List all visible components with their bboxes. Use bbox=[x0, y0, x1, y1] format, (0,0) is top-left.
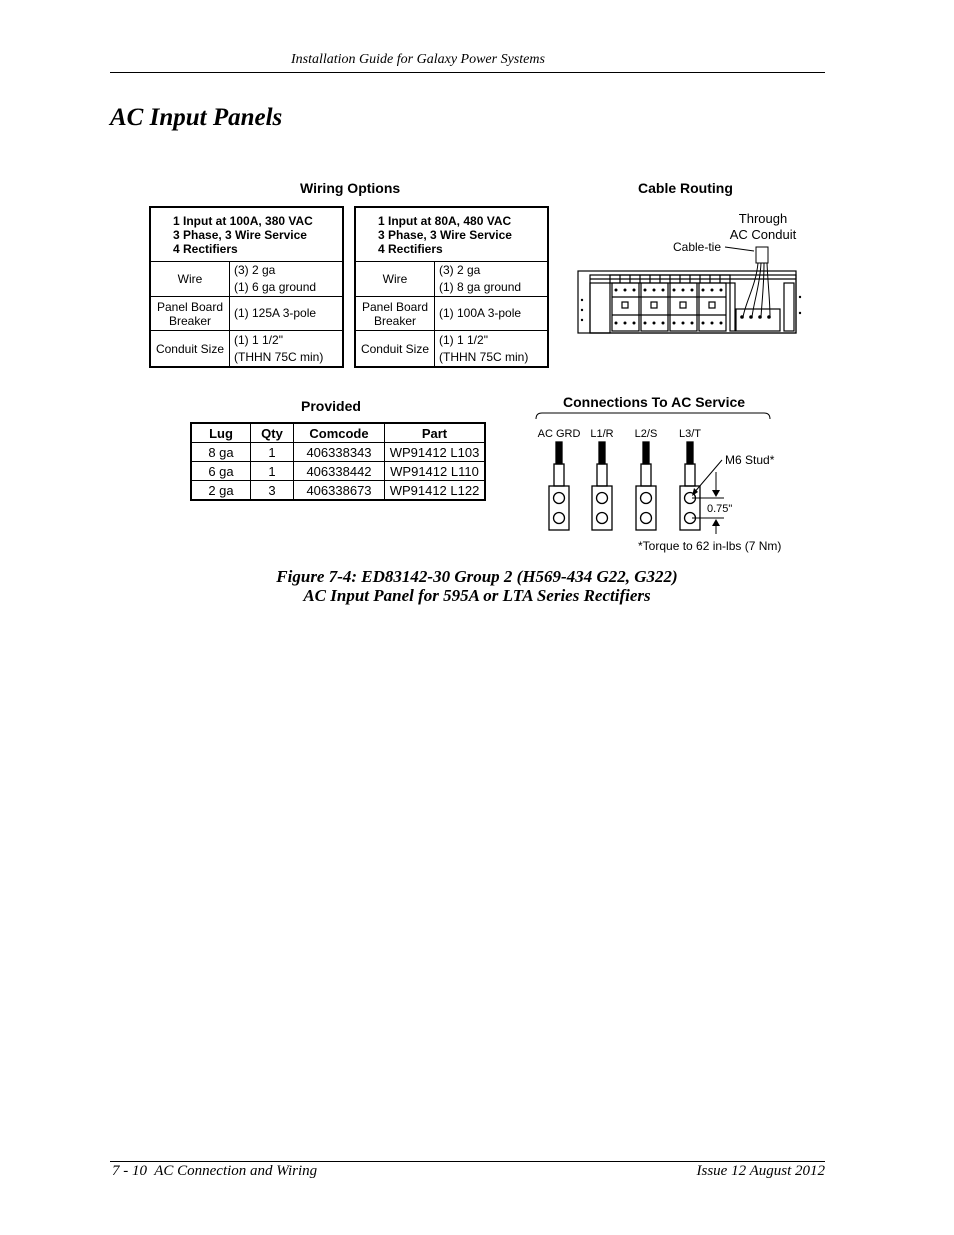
table-row: 2 ga 3 406338673 WP91412 L122 bbox=[192, 481, 485, 500]
breaker-value: (1) 125A 3-pole bbox=[230, 297, 343, 331]
torque-note: *Torque to 62 in-lbs (7 Nm) bbox=[638, 539, 782, 553]
table-row: 6 ga 1 406338442 WP91412 L110 bbox=[192, 462, 485, 481]
breaker-value: (1) 100A 3-pole bbox=[435, 297, 548, 331]
ac-conduit-label: AC Conduit bbox=[729, 227, 797, 242]
provided-title: Provided bbox=[301, 398, 361, 414]
stud-leader bbox=[693, 460, 722, 494]
conduit-value: (1) 1 1/2" (THHN 75C min) bbox=[435, 331, 548, 367]
running-header: Installation Guide for Galaxy Power Systems bbox=[291, 52, 545, 67]
terminal-label-l1: L1/R bbox=[590, 428, 614, 440]
connections-title: Connections To AC Service bbox=[563, 394, 746, 410]
wire-label: Wire bbox=[151, 262, 230, 297]
terminal-label-ac-grd: AC GRD bbox=[537, 428, 581, 440]
breaker-label: Panel Board Breaker bbox=[151, 297, 230, 331]
cable-routing-diagram bbox=[570, 205, 810, 345]
terminal-label-l2: L2/S bbox=[634, 428, 658, 440]
cable-tie-leader bbox=[725, 247, 754, 251]
wiring-options-title: Wiring Options bbox=[300, 180, 401, 196]
header-rule bbox=[110, 72, 825, 73]
cable-bundle bbox=[743, 247, 770, 317]
dimension-label: 0.75" bbox=[707, 503, 733, 515]
terminal-label-l3: L3/T bbox=[678, 428, 702, 440]
terminal-l3 bbox=[680, 442, 700, 530]
breaker-label: Panel Board Breaker bbox=[356, 297, 435, 331]
terminal-l1 bbox=[592, 442, 612, 530]
wiring-table-380vac bbox=[150, 207, 343, 367]
stud-label: M6 Stud* bbox=[725, 453, 775, 467]
figure-caption-line2: AC Input Panel for 595A or LTA Series Rectifiers bbox=[303, 586, 651, 605]
conduit-label: Conduit Size bbox=[356, 331, 435, 367]
wiring-table-heading: 1 Input at 80A, 480 VAC 3 Phase, 3 Wire Service 4 Rectifiers bbox=[356, 208, 548, 262]
footer-left: 7 - 10 AC Connection and Wiring bbox=[112, 1163, 318, 1179]
connections-bracket bbox=[536, 413, 770, 419]
footer-rule bbox=[110, 1161, 825, 1162]
dimension-arrow-bottom bbox=[712, 519, 720, 526]
wire-value: (3) 2 ga (1) 8 ga ground bbox=[435, 262, 548, 297]
through-label: Through bbox=[738, 211, 788, 226]
table-header-row: Lug Qty Comcode Part bbox=[192, 424, 485, 443]
conduit-label: Conduit Size bbox=[151, 331, 230, 367]
page-title: AC Input Panels bbox=[110, 104, 283, 131]
cable-tie-label: Cable-tie bbox=[673, 240, 722, 254]
provided-lug-table bbox=[191, 423, 485, 500]
footer-right: Issue 12 August 2012 bbox=[696, 1163, 825, 1179]
figure-caption-line1: Figure 7-4: ED83142-30 Group 2 (H569-434 G22, G322) bbox=[276, 567, 678, 586]
wiring-table-480vac bbox=[355, 207, 548, 367]
terminal-l2 bbox=[636, 442, 656, 530]
terminal-screws bbox=[581, 289, 801, 325]
conduit-value: (1) 1 1/2" (THHN 75C min) bbox=[230, 331, 343, 367]
table-row: 8 ga 1 406338343 WP91412 L103 bbox=[192, 443, 485, 462]
wire-value: (3) 2 ga (1) 6 ga ground bbox=[230, 262, 343, 297]
wire-label: Wire bbox=[356, 262, 435, 297]
wiring-table-heading: 1 Input at 100A, 380 VAC 3 Phase, 3 Wire Service 4 Rectifiers bbox=[151, 208, 343, 262]
terminal-ac-grd bbox=[549, 442, 569, 530]
connections-diagram bbox=[530, 410, 800, 560]
cable-routing-title: Cable Routing bbox=[638, 180, 733, 196]
dimension-arrow-top bbox=[712, 490, 720, 497]
